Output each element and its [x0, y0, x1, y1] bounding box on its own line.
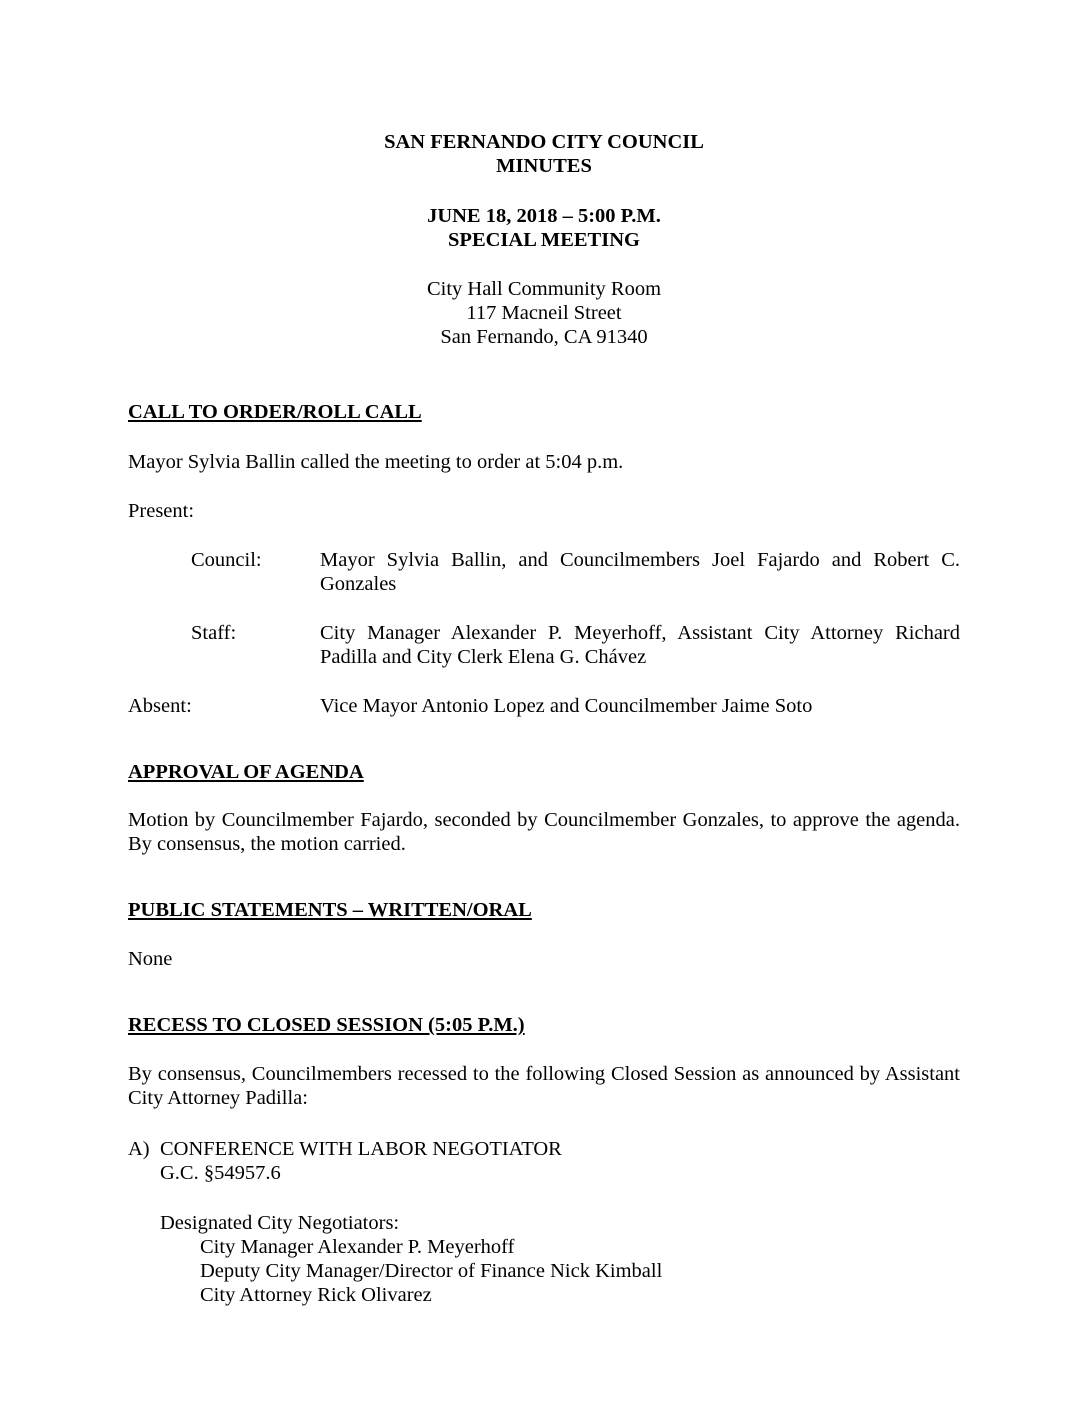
doc-type: MINUTES [496, 155, 592, 177]
staff-value: City Manager Alexander P. Meyerhoff, Assistant City Attorney Richard Padilla and City Clerk Elena G. Chávez [320, 622, 960, 668]
section-heading-call-to-order: CALL TO ORDER/ROLL CALL [128, 401, 422, 423]
absent-label: Absent: [128, 695, 192, 717]
meeting-type: SPECIAL MEETING [448, 229, 640, 251]
section-heading-recess: RECESS TO CLOSED SESSION (5:05 P.M.) [128, 1014, 525, 1036]
address-line-1: City Hall Community Room [426, 278, 662, 300]
address-line-2: 117 Macneil Street [466, 302, 622, 324]
public-statements-text: None [128, 948, 173, 970]
council-value: Mayor Sylvia Ballin, and Councilmembers Joel Fajardo and Robert C. Gonzales [320, 549, 960, 595]
staff-label: Staff: [191, 622, 237, 644]
meeting-date-time: JUNE 18, 2018 – 5:00 P.M. [427, 205, 661, 227]
negotiator-item: Deputy City Manager/Director of Finance Nick Kimball [200, 1260, 663, 1282]
absent-value: Vice Mayor Antonio Lopez and Councilmember Jaime Soto [320, 695, 813, 717]
item-title: CONFERENCE WITH LABOR NEGOTIATOR [160, 1138, 562, 1160]
item-marker: A) [128, 1138, 150, 1160]
item-code: G.C. §54957.6 [160, 1162, 281, 1184]
address-line-3: San Fernando, CA 91340 [440, 326, 648, 348]
call-to-order-text: Mayor Sylvia Ballin called the meeting to order at 5:04 p.m. [128, 451, 624, 473]
negotiator-item: City Attorney Rick Olivarez [200, 1284, 432, 1306]
recess-text: By consensus, Councilmembers recessed to the following Closed Session as announced by Assistant City Attorney Padilla: [128, 1063, 960, 1109]
council-label: Council: [191, 549, 262, 571]
section-heading-public-statements: PUBLIC STATEMENTS – WRITTEN/ORAL [128, 899, 532, 921]
org-title: SAN FERNANDO CITY COUNCIL [384, 131, 704, 153]
present-label: Present: [128, 500, 195, 522]
approval-of-agenda-text: Motion by Councilmember Fajardo, seconded by Councilmember Gonzales, to approve the agenda. By consensus, the motion carried. [128, 809, 960, 855]
negotiators-label: Designated City Negotiators: [160, 1212, 400, 1234]
section-heading-approval-of-agenda: APPROVAL OF AGENDA [128, 761, 364, 783]
negotiator-item: City Manager Alexander P. Meyerhoff [200, 1236, 515, 1258]
